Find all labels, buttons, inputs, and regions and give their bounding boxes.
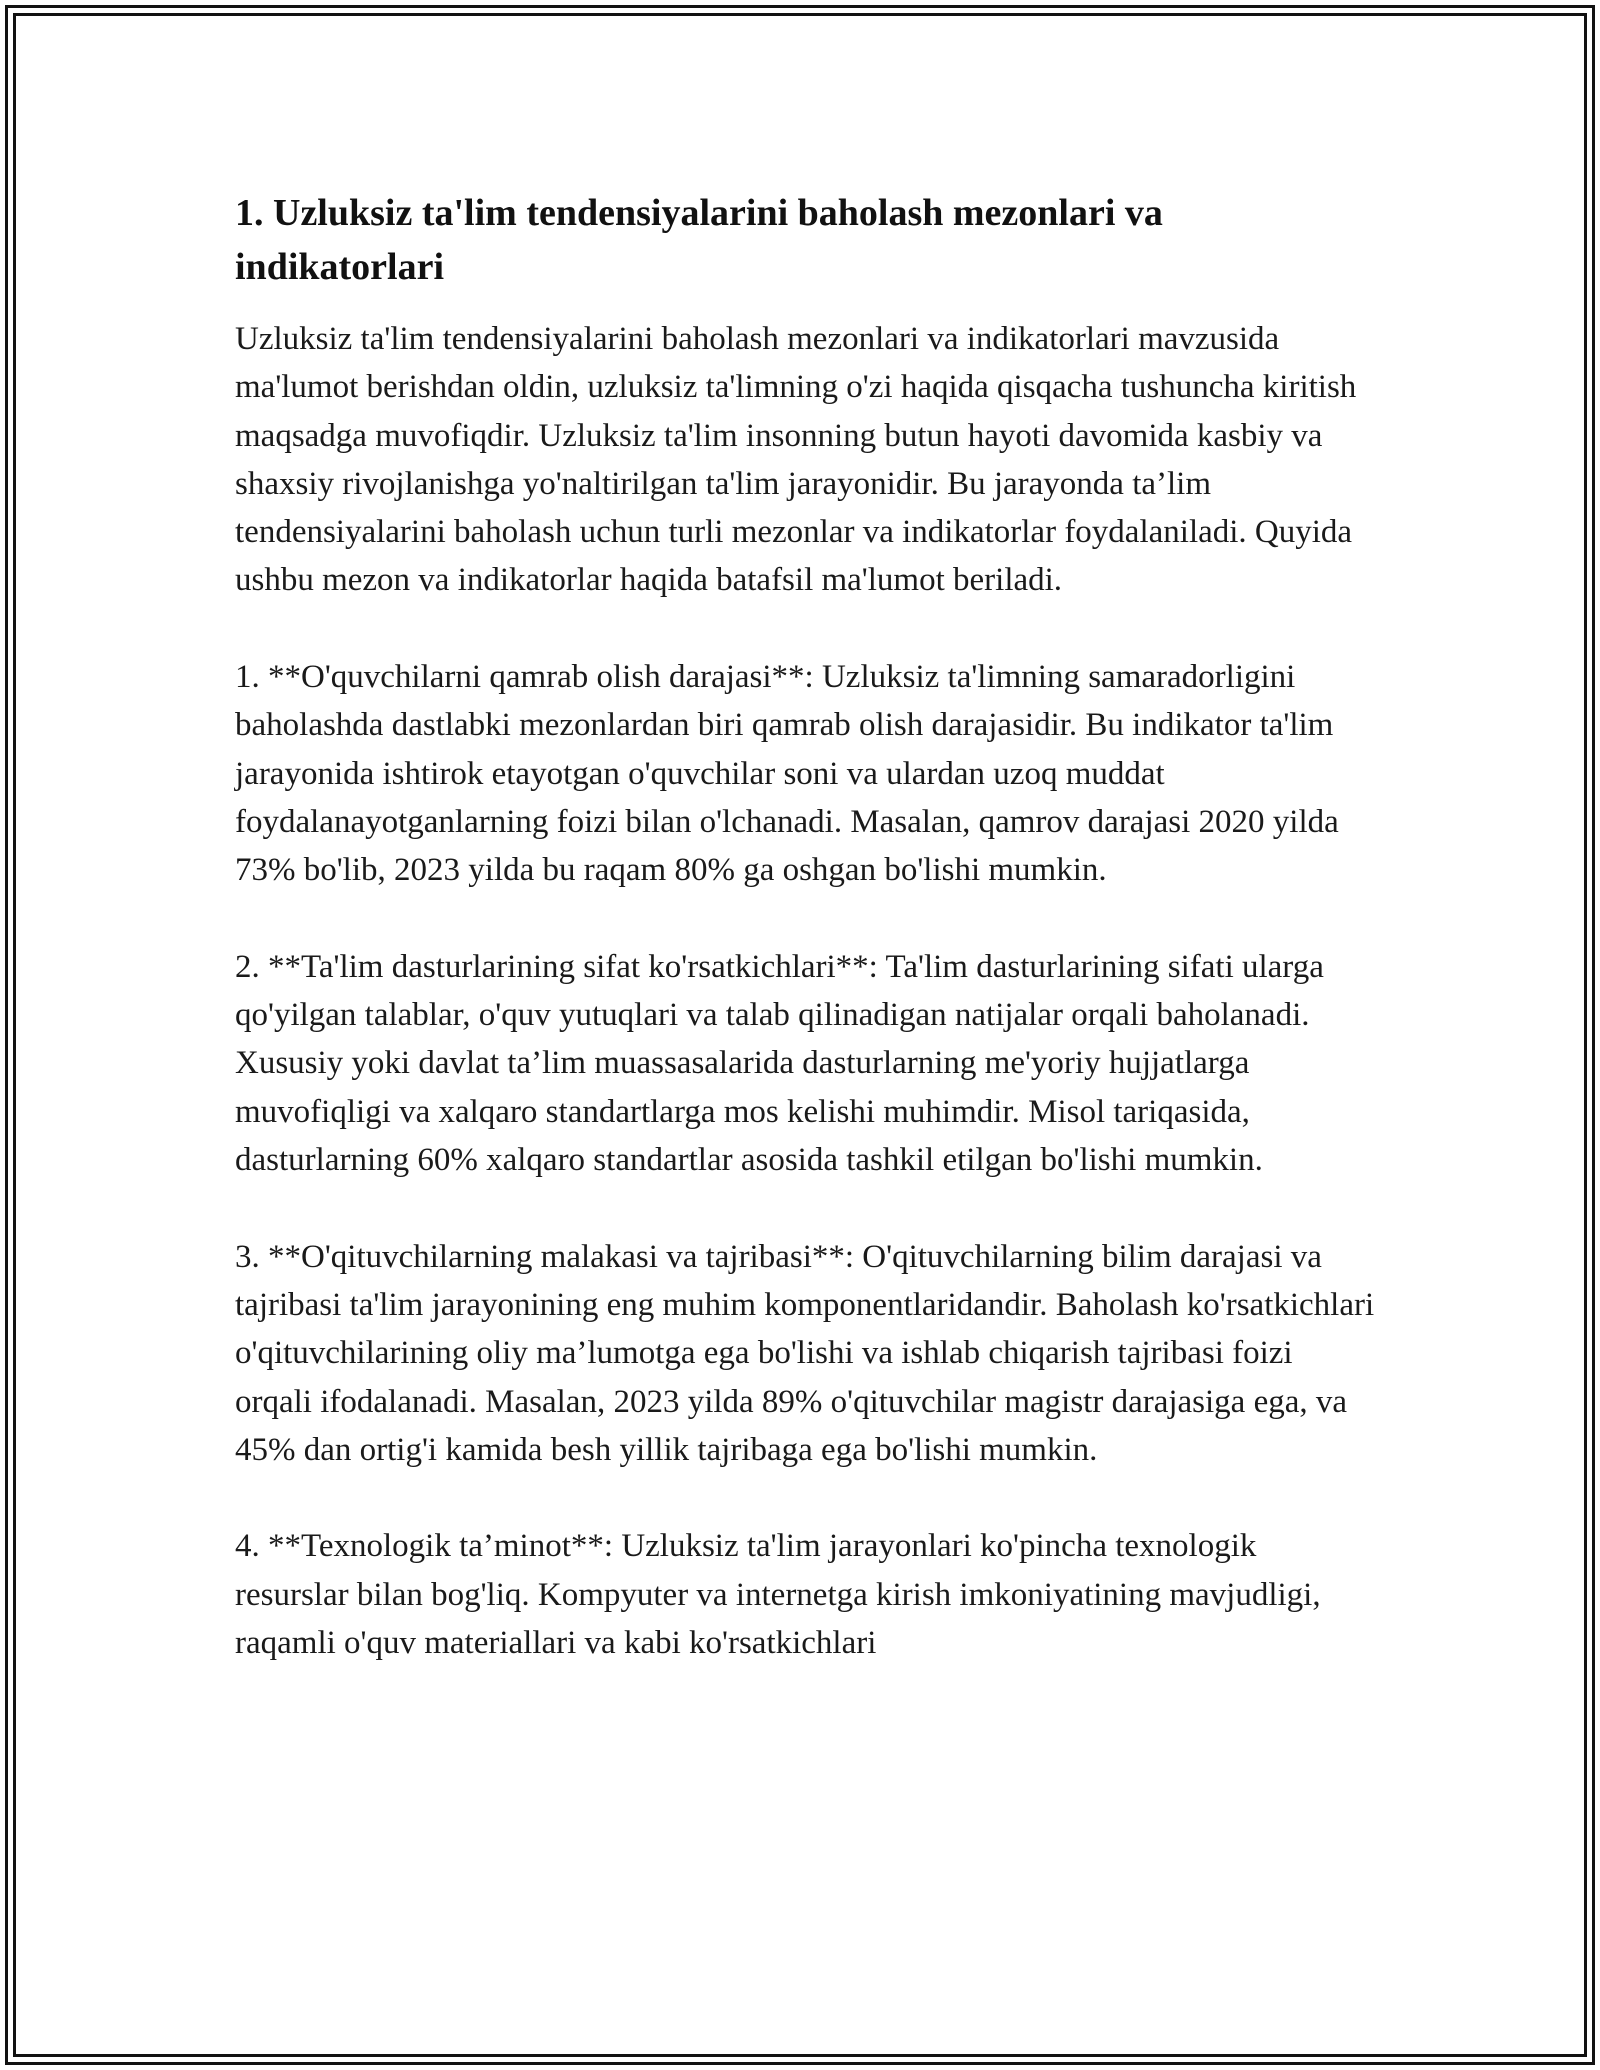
list-item-program-quality: 2. **Ta'lim dasturlarining sifat ko'rsatkichlari**: Ta'lim dasturlarining sifati ularga qo'yilgan talablar, o'quv yutuqlari va talab qilinadigan natijalar orqali baholanadi. Xususiy yoki davlat ta’lim muassasalarida dasturlarning me'yoriy hujjatlarga muvofiqligi va xalqaro standartlarga mos kelishi muhimdir. Misol tariqasida, dasturlarning 60% xalqaro standartlar asosida tashkil etilgan bo'lishi mumkin.: [235, 948, 1324, 1179]
list-item-teacher-qualification: 3. **O'qituvchilarning malakasi va tajribasi**: O'qituvchilarning bilim darajasi va tajribasi ta'lim jarayonining eng muhim komponentlaridandir. Baholash ko'rsatkichlari o'qituvchilarining oliy ma’lumotga ega bo'lishi va ishlab chiqarish tajribasi foizi orqali ifodalanadi. Masalan, 2023 yilda 89% o'qituvchilar magistr darajasiga ega, va 45% dan ortig'i kamida besh yillik tajribaga ega bo'lishi mumkin.: [235, 1238, 1375, 1468]
document-body: [235, 186, 1375, 1667]
intro-paragraph: Uzluksiz ta'lim tendensiyalarini baholash mezonlari va indikatorlari mavzusida ma'lumot berishdan oldin, uzluksiz ta'limning o'zi haqida qisqacha tushuncha kiritish maqsadga muvofiqdir. Uzluksiz ta'lim insonning butun hayoti davomida kasbiy va shaxsiy rivojlanishga yo'naltirilgan ta'lim jarayonidir. Bu jarayonda ta’lim tendensiyalarini baholash uchun turli mezonlar va indikatorlar foydalaniladi. Quyida ushbu mezon va indikatorlar haqida batafsil ma'lumot beriladi.: [235, 321, 1357, 599]
section-title: 1. Uzluksiz ta'lim tendensiyalarini baholash mezonlari va indikatorlari: [235, 192, 1163, 288]
list-item-coverage: 1. **O'quvchilarni qamrab olish darajasi**: Uzluksiz ta'limning samaradorligini baholashda dastlabki mezonlardan biri qamrab olish darajasidir. Bu indikator ta'lim jarayonida ishtirok etayotgan o'quvchilar soni va ulardan uzoq muddat foydalanayotganlarning foizi bilan o'lchanadi. Masalan, qamrov darajasi 2020 yilda 73% bo'lib, 2023 yilda bu raqam 80% ga oshgan bo'lishi mumkin.: [235, 659, 1339, 889]
list-item-technology: 4. **Texnologik ta’minot**: Uzluksiz ta'lim jarayonlari ko'pincha texnologik resurslar bilan bog'liq. Kompyuter va internetga kirish imkoniyatining mavjudligi, raqamli o'quv materiallari va kabi ko'rsatkichlari: [235, 1528, 1321, 1662]
